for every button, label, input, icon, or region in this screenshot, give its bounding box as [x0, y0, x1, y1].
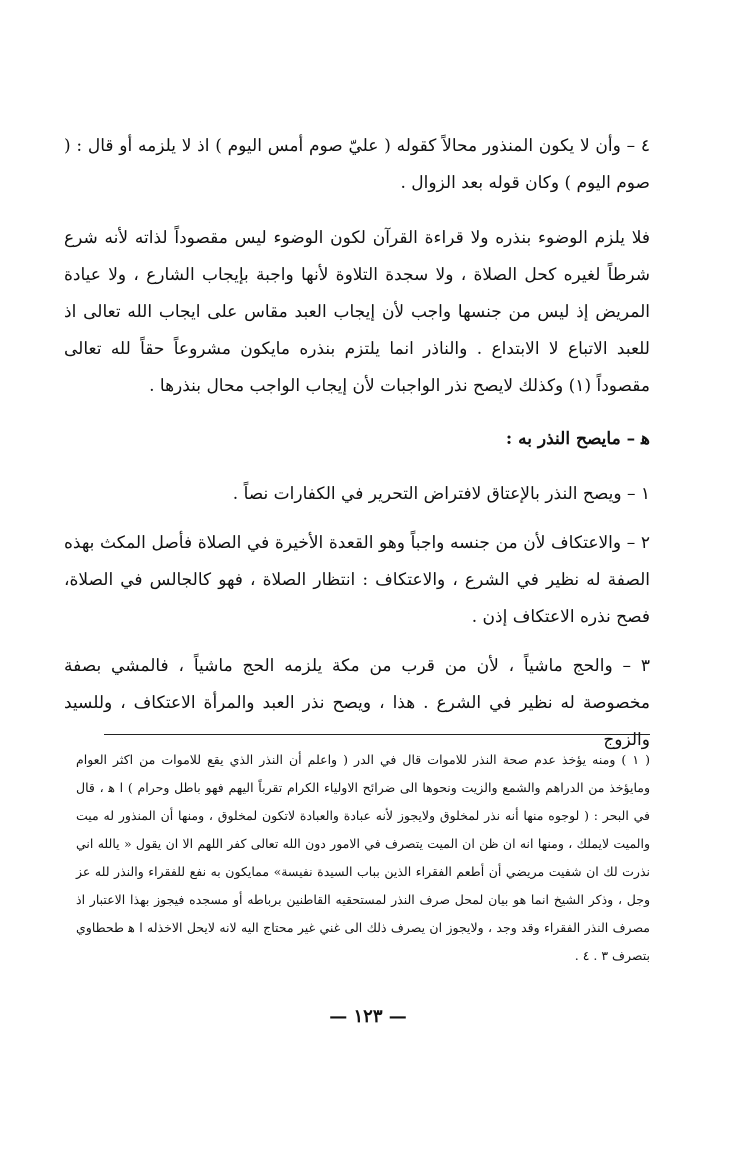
page-number: — ١٢٣ —	[329, 1006, 407, 1027]
paragraph-ablution: فلا يلزم الوضوء بنذره ولا قراءة القرآن لكون الوضوء ليس مقصوداً لذاته لأنه شرع شرطاً لغيره كحل الصلاة ، ولا سجدة التلاوة لأنها واجبة بإيجاب الشارع ، ولا عيادة المريض إذ ليس من جنسها واجب لأن إيجاب العبد مقاس على ايجاب الله تعالى اذ للعبد الاتباع لا الابتداع . والناذر انما يلتزم بنذره مايكون مشروعاً حقاً لله تعالى مقصوداً (١) وكذلك لايصح نذر الواجبات لأن إيجاب الواجب محال بنذرها .	[64, 228, 650, 396]
main-text	[64, 128, 650, 759]
section-heading: ﻫ – مايصح النذر به :	[505, 429, 650, 449]
footnote-1: ( ١ ) ومنه يؤخذ عدم صحة النذر للاموات قال في الدر ( واعلم أن النذر الذي يقع للاموات من اكثر العوام ومايؤخذ من الدراهم والشمع والزيت ونحوها الى ضرائح الاولياء الكرام تقرباً اليهم فهو باطل وحرام ) ا ﻫ ، قال في البحر : ( لوجوه منها أنه نذر لمخلوق ولايجوز لأنه عبادة والعبادة لاتكون لمخلوق ، ومنها أن المنذور له ميت والميت لايملك ، ومنها انه ان ظن ان الميت يتصرف في الامور دون الله تعالى كفر اللهم الا ان يقول « يالله اني نذرت لك ان شفيت مريضي أن أطعم الفقراء الذين بباب السيدة نفيسة» ممايكون به نفع للفقراء والنذر لله عز وجل ، وذكر الشيخ انما هو بيان لمحل صرف النذر لمستحقيه القاطنين برباطه أو مسجده فيجوز بهذا الاعتبار اذ مصرف النذر الفقراء وقد وجد ، ولايجوز ان يصرف ذلك الى غني غير محتاج اليه لانه لايحل الاخذله ا ﻫ طحطاوي بتصرف ٣ . ٤ .	[76, 752, 650, 963]
paragraph-item-3: ٣ – والحج ماشياً ، لأن من قرب من مكة يلزمه الحج ماشياً ، فالمشي بصفة مخصوصة له نظير في الشرع . هذا ، ويصح نذر العبد والمرأة الاعتكاف ، وللسيد والزوج	[64, 656, 650, 750]
paragraph-condition-4: ٤ – وأن لا يكون المنذور محالاً كقوله ( عليّ صوم أمس اليوم ) اذ لا يلزمه أو قال : ( صوم اليوم ) وكان قوله بعد الزوال .	[64, 136, 650, 193]
paragraph-item-1: ١ – ويصح النذر بالإعتاق لافتراض التحرير في الكفارات نصاً .	[232, 484, 650, 504]
footnotes	[76, 746, 650, 970]
paragraph-item-2: ٢ – والاعتكاف لأن من جنسه واجباً وهو القعدة الأخيرة في الصلاة فأصل المكث بهذه الصفة له نظير في الشرع ، والاعتكاف : انتظار الصلاة ، فهو كالجالس في الصلاة، فصح نذره الاعتكاف إذن .	[64, 533, 650, 627]
footnote-divider	[104, 734, 650, 735]
